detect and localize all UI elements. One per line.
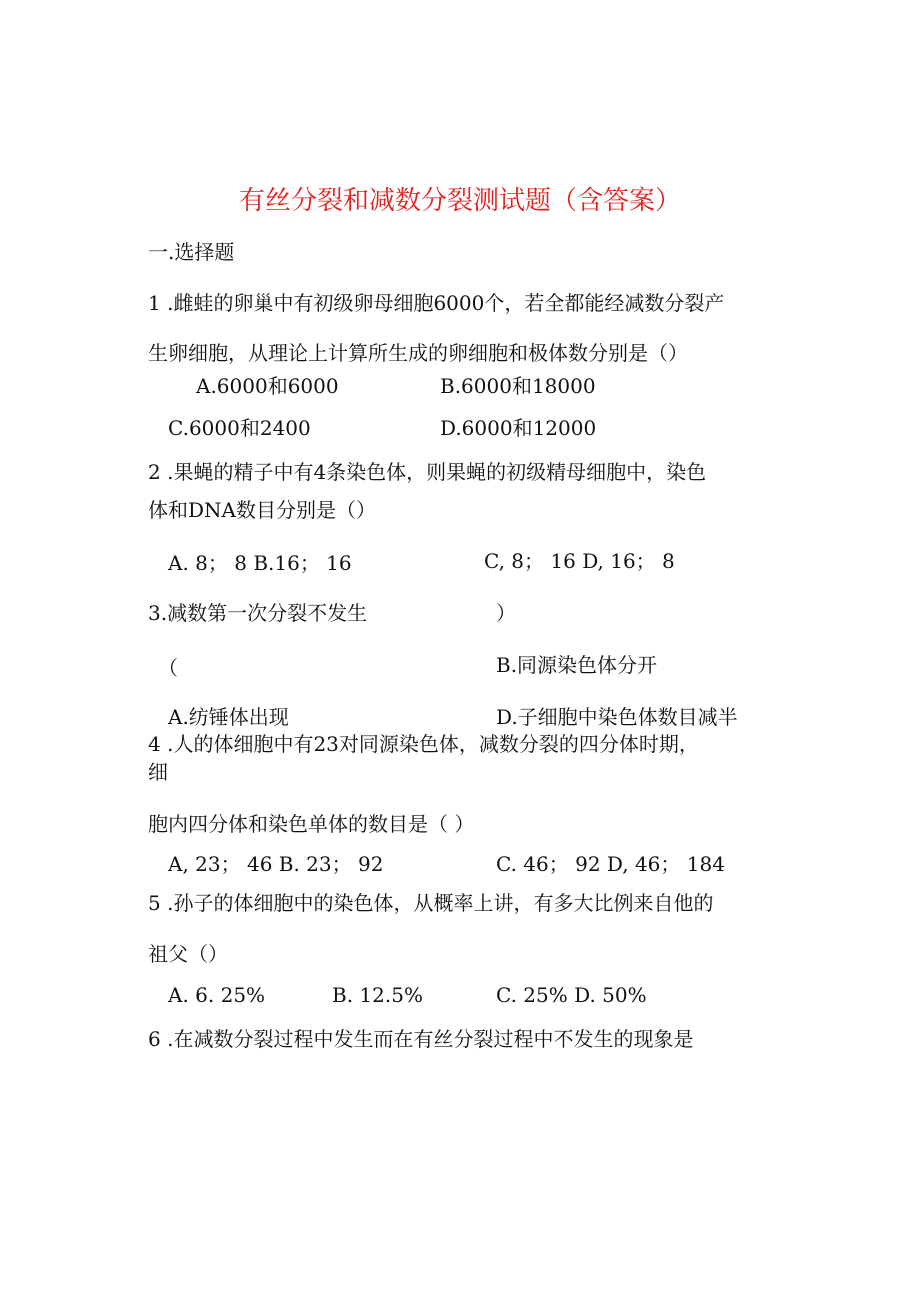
question-5-stem-line-1: 5 .孙子的体细胞中的染色体，从概率上讲，有多大比例来自他的 [148, 891, 714, 915]
question-3-option-b: B.同源染色体分开 [496, 653, 658, 677]
question-5-option-a: A. 6. 25% [168, 983, 266, 1007]
question-1-option-c: C.6000和2400 [168, 416, 311, 440]
question-3-option-d-clipped [496, 704, 766, 729]
question-3-bracket-open: （ [158, 656, 178, 680]
question-4-options-ab: A, 23； 46 B. 23； 92 [168, 852, 384, 876]
question-2-options-cd: C, 8； 16 D, 16； 8 [484, 549, 675, 573]
question-1-stem-line-2: 生卵细胞，从理论上计算所生成的卵细胞和极体数分别是（） [148, 341, 688, 365]
section-heading: 一.选择题 [148, 240, 235, 264]
question-4-stem-line-1: 4 .人的体细胞中有23对同源染色体，减数分裂的四分体时期， [148, 732, 699, 756]
question-2-options-ab: A. 8； 8 B.16； 16 [168, 551, 352, 575]
question-1-option-d: D.6000和12000 [440, 416, 597, 440]
document-title: 有丝分裂和减数分裂测试题（含答案） [238, 186, 681, 216]
question-4-options-cd: C. 46； 92 D, 46； 184 [496, 852, 725, 876]
question-2-stem-line-2: 体和DNA数目分别是（） [148, 498, 376, 522]
question-3-stem: 3.减数第一次分裂不发生 [148, 601, 368, 625]
question-1-option-b: B.6000和18000 [440, 374, 596, 398]
question-1-stem-line-1: 1 .雌蛙的卵巢中有初级卵母细胞6000个，若全都能经减数分裂产 [148, 291, 725, 315]
question-4-stem-line-2: 胞内四分体和染色单体的数目是（ ） [148, 812, 475, 836]
question-5-option-b: B. 12.5% [332, 983, 423, 1007]
question-3-bracket-close: ） [496, 601, 516, 625]
question-3-option-a-clipped [168, 704, 348, 729]
question-4-stem-line-1-wrap: 细 [148, 760, 168, 784]
question-2-stem-line-1: 2 .果蝇的精子中有4条染色体，则果蝇的初级精母细胞中，染色 [148, 460, 707, 484]
question-1-option-a: A.6000和6000 [196, 374, 339, 398]
question-5-options-cd: C. 25% D. 50% [496, 983, 647, 1007]
question-3-option-d-text: D.子细胞中染色体数目减半 [496, 705, 738, 729]
question-5-stem-line-2: 祖父（） [148, 942, 228, 966]
question-6-stem-line-1: 6 .在减数分裂过程中发生而在有丝分裂过程中不发生的现象是 [148, 1027, 694, 1051]
question-3-option-a-text: A.纺锤体出现 [168, 705, 289, 729]
